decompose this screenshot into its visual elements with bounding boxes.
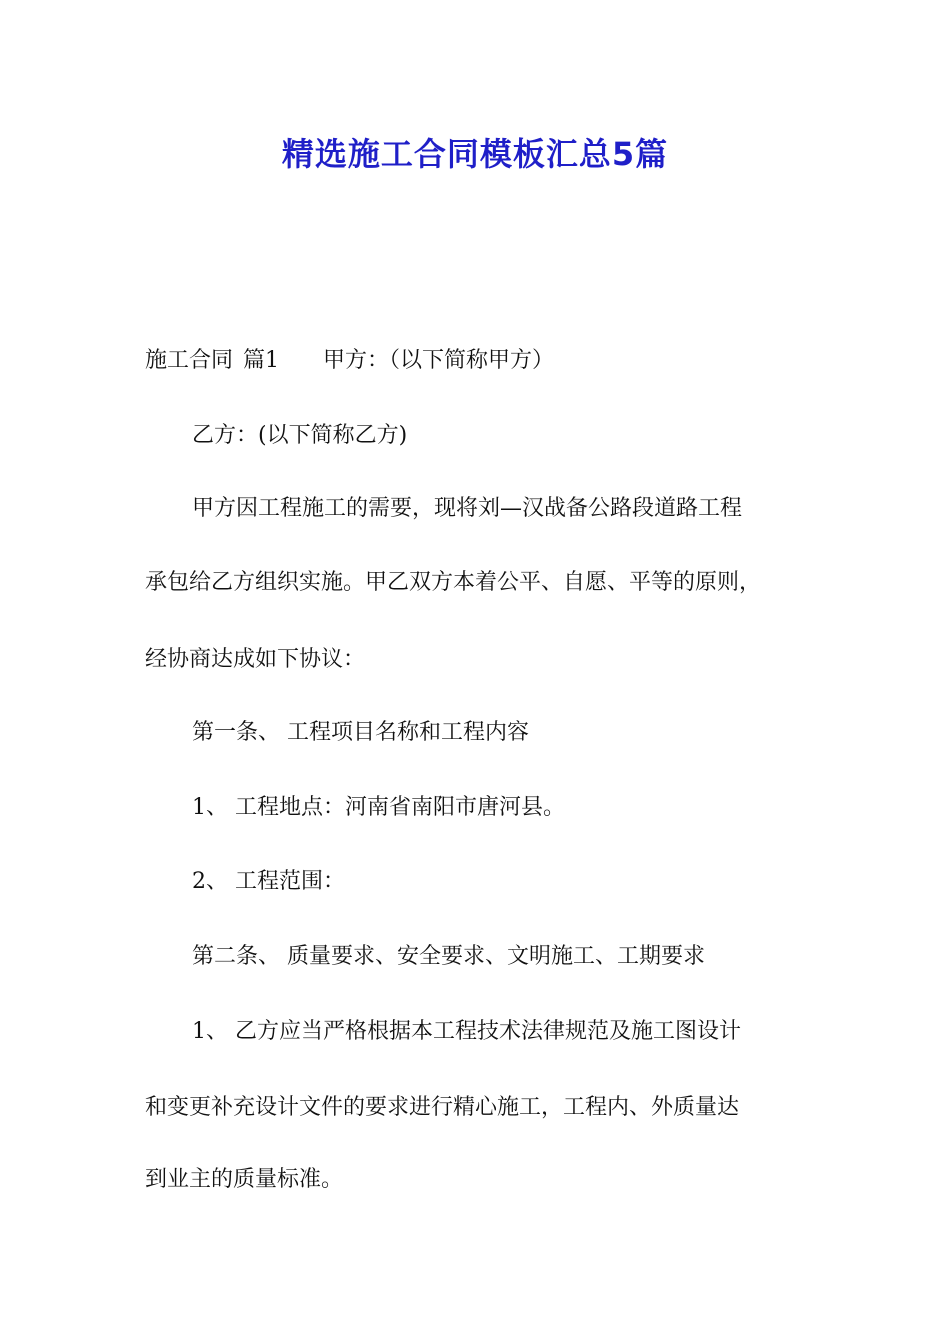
list-item: 1、 工程地点：河南省南阳市唐河县。 — [192, 795, 565, 820]
contract-number: 篇1 — [243, 348, 280, 373]
contract-heading-line — [145, 346, 554, 376]
paragraph-line: 经协商达成如下协议： — [145, 647, 366, 672]
contract-label: 施工合同 — [145, 348, 234, 373]
article-heading: 第一条、 工程项目名称和工程内容 — [192, 720, 529, 745]
article-heading: 第二条、 质量要求、安全要求、文明施工、工期要求 — [192, 944, 705, 969]
document-title: 精选施工合同模板汇总5篇 — [281, 135, 669, 173]
list-item: 1、 乙方应当严格根据本工程技术法律规范及施工图设计 — [192, 1019, 741, 1044]
paragraph-line: 承包给乙方组织实施。甲乙双方本着公平、自愿、平等的原则， — [145, 570, 762, 595]
paragraph-line: 到业主的质量标准。 — [145, 1167, 344, 1192]
party-a-line: 甲方：（以下简称甲方） — [323, 348, 555, 373]
paragraph-line: 甲方因工程施工的需要，现将刘—汉战备公路段道路工程 — [192, 496, 743, 521]
list-item: 2、 工程范围： — [192, 869, 345, 894]
party-b-line: 乙方：(以下简称乙方) — [192, 423, 408, 448]
paragraph-line: 和变更补充设计文件的要求进行精心施工，工程内、外质量达 — [145, 1095, 740, 1120]
